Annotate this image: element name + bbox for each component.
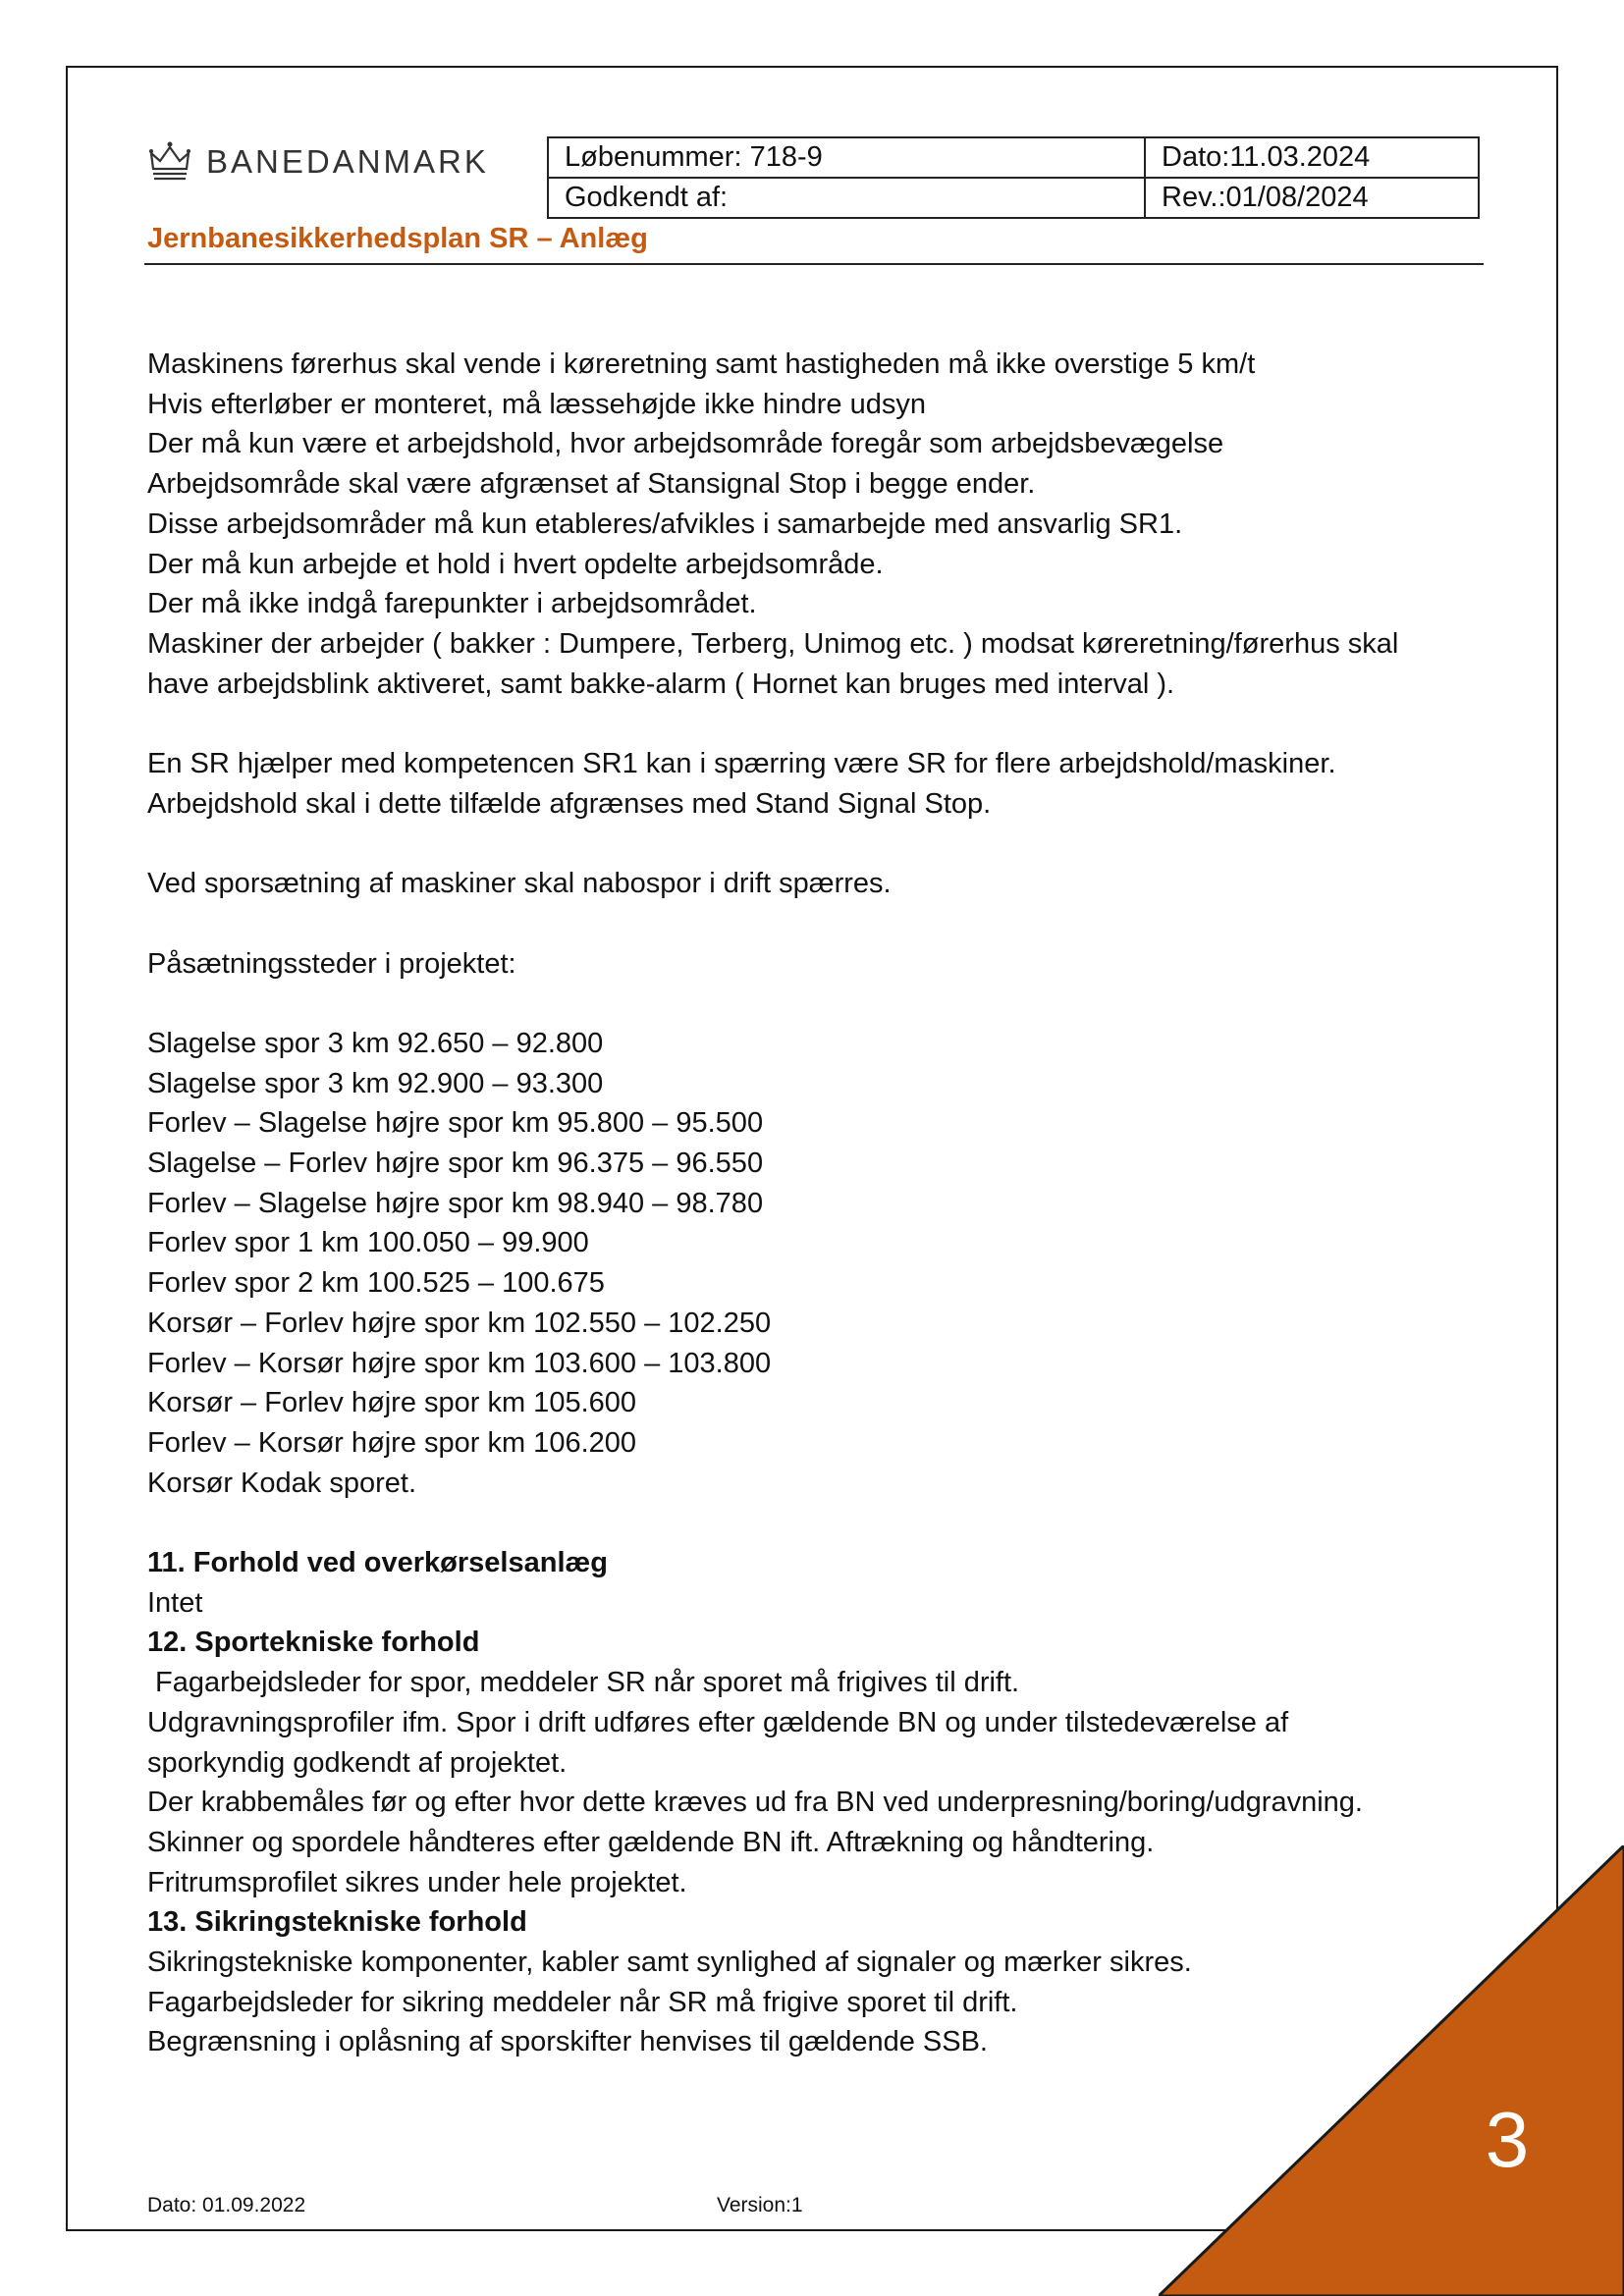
sr-paragraph	[147, 744, 1492, 824]
section-11-heading: 11. Forhold ved overkørselsanlæg	[147, 1547, 608, 1579]
sporsaetning-text: Ved sporsætning af maskiner skal nabospor i drift spærres.	[147, 868, 892, 900]
list-item: Korsør – Forlev højre spor km 105.600	[147, 1387, 637, 1419]
text-line: En SR hjælper med kompetencen SR1 kan i spærring være SR for flere arbejdshold/maskiner.	[147, 748, 1336, 780]
document-meta-table	[547, 136, 1480, 219]
text-line: Maskinens førerhus skal vende i køreretning samt hastigheden må ikke overstige 5 km/t	[147, 348, 1256, 380]
text-line: Fagarbejdsleder for spor, meddeler SR når sporet må frigives til drift.	[147, 1667, 1020, 1699]
list-item: Slagelse – Forlev højre spor km 96.375 – 96.550	[147, 1148, 764, 1179]
section-12-heading: 12. Sportekniske forhold	[147, 1627, 480, 1659]
paasaetning-title: Påsætningssteder i projektet:	[147, 947, 516, 980]
text-line: Begrænsning i oplåsning af sporskifter henvises til gældende SSB.	[147, 2026, 988, 2058]
text-line: Arbejdshold skal i dette tilfælde afgrænses med Stand Signal Stop.	[147, 787, 992, 820]
list-item: Forlev – Slagelse højre spor km 98.940 – 98.780	[147, 1187, 764, 1219]
text-line: sporkyndig godkendt af projektet.	[147, 1746, 568, 1779]
document-body	[147, 345, 1492, 2062]
text-line: Der må kun arbejde et hold i hvert opdelte arbejdsområde.	[147, 548, 884, 580]
list-item: Korsør Kodak sporet.	[147, 1467, 416, 1499]
text-line: Maskiner der arbejder ( bakker : Dumpere, Terberg, Unimog etc. ) modsat køreretning/førerhus skal	[147, 627, 1399, 660]
text-line: Fagarbejdsleder for sikring meddeler når SR må frigive sporet til drift.	[147, 1986, 1018, 2018]
list-item: Forlev – Slagelse højre spor km 95.800 – 95.500	[147, 1107, 764, 1140]
godkendt-cell: Godkendt af:	[548, 178, 1145, 218]
document-title: Jernbanesikkerhedsplan SR – Anlæg	[147, 223, 648, 254]
text-line: have arbejdsblink aktiveret, samt bakke-alarm ( Hornet kan bruges med interval ).	[147, 667, 1175, 700]
list-item: Forlev – Korsør højre spor km 106.200	[147, 1426, 637, 1459]
footer-version: Version:1	[717, 2194, 803, 2216]
page-number: 3	[1485, 2096, 1530, 2183]
list-item: Korsør – Forlev højre spor km 102.550 – 102.250	[147, 1307, 772, 1339]
text-line: Der krabbemåles før og efter hvor dette kræves ud fra BN ved underpresning/boring/udgravning.	[147, 1787, 1363, 1819]
text-line: Fritrumsprofilet sikres under hele projektet.	[147, 1866, 687, 1898]
loebenummer-cell: Løbenummer: 718-9	[548, 137, 1145, 178]
text-line: Sikringstekniske komponenter, kabler samt synlighed af signaler og mærker sikres.	[147, 1947, 1192, 1979]
list-item: Forlev – Korsør højre spor km 103.600 – 103.800	[147, 1347, 772, 1379]
footer-date: Dato: 01.09.2022	[147, 2194, 306, 2216]
location-list	[147, 1024, 1492, 1503]
list-item: Slagelse spor 3 km 92.900 – 93.300	[147, 1067, 604, 1099]
header-divider	[144, 263, 1484, 265]
text-line: Der må kun være et arbejdshold, hvor arbejdsområde foregår som arbejdsbevægelse	[147, 428, 1224, 460]
text-line: Intet	[147, 1586, 203, 1619]
section-13-heading: 13. Sikringstekniske forhold	[147, 1906, 527, 1939]
dato-cell: Dato:11.03.2024	[1145, 137, 1479, 178]
text-line: Hvis efterløber er monteret, må læssehøjde ikke hindre udsyn	[147, 388, 926, 420]
text-line: Arbejdsområde skal være afgrænset af Stansignal Stop i begge ender.	[147, 468, 1036, 501]
intro-paragraph	[147, 345, 1492, 704]
logo-text: BANEDANMARK	[206, 143, 489, 180]
revision-cell: Rev.:01/08/2024	[1145, 178, 1479, 218]
list-item: Forlev spor 1 km 100.050 – 99.900	[147, 1227, 589, 1259]
page-corner-triangle	[1159, 1845, 1624, 2296]
crown-icon	[147, 139, 192, 185]
banedanmark-logo	[147, 137, 489, 187]
text-line: Udgravningsprofiler ifm. Spor i drift udføres efter gældende BN og under tilstedeværelse af	[147, 1706, 1289, 1738]
list-item: Slagelse spor 3 km 92.650 – 92.800	[147, 1027, 604, 1059]
text-line: Skinner og spordele håndteres efter gældende BN ift. Aftrækning og håndtering.	[147, 1826, 1155, 1858]
text-line: Der må ikke indgå farepunkter i arbejdsområdet.	[147, 588, 757, 620]
text-line: Disse arbejdsområder må kun etableres/afvikles i samarbejde med ansvarlig SR1.	[147, 507, 1183, 540]
list-item: Forlev spor 2 km 100.525 – 100.675	[147, 1267, 605, 1300]
